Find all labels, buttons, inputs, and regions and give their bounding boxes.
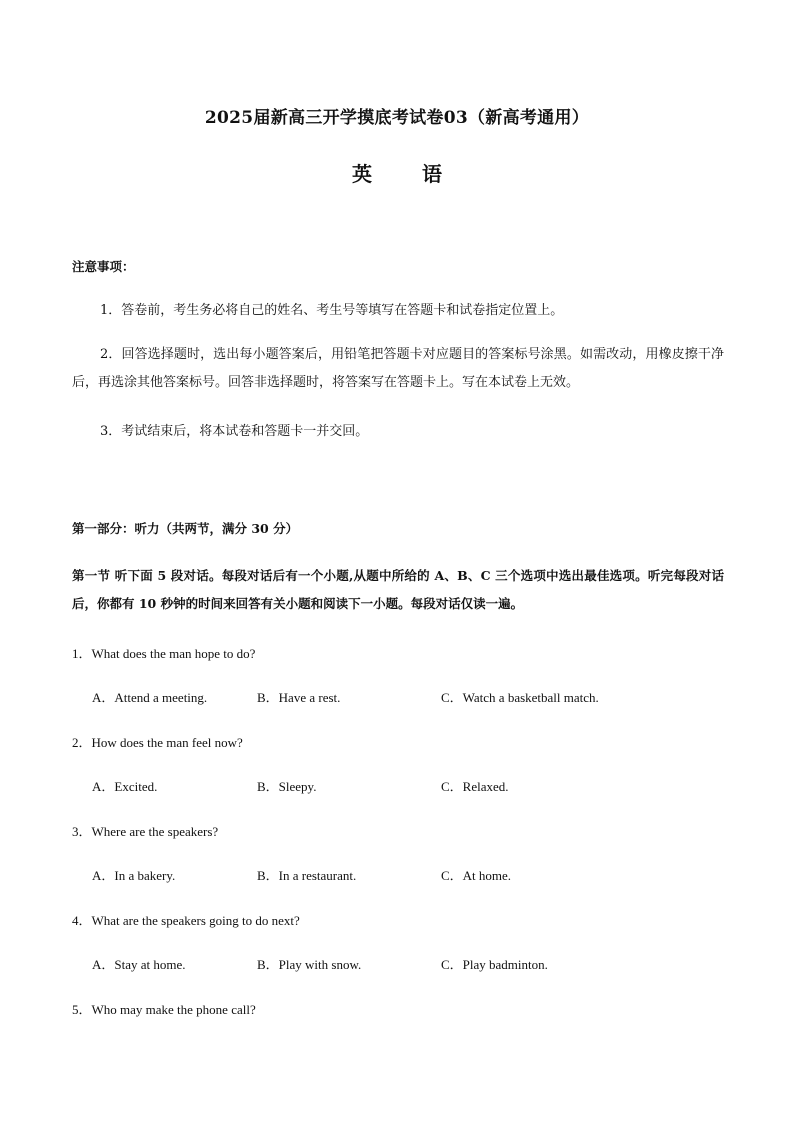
question-1-option-a: A．Attend a meeting. [92,690,208,705]
question-4-option-a: A．Stay at home. [92,957,186,972]
question-1-stem: 1．What does the man hope to do? [72,646,256,661]
notice-item-1: 1．答卷前，考生务必将自己的姓名、考生号等填写在答题卡和试卷指定位置上。 [100,303,564,318]
question-4-option-c: C．Play badminton. [441,957,548,972]
question-2-option-c: C．Relaxed. [441,779,509,794]
question-2-stem: 2．How does the man feel now? [72,735,243,750]
question-3-stem: 3．Where are the speakers? [72,824,219,839]
notice-item-2: 2．回答选择题时，选出每小题答案后，用铅笔把答题卡对应题目的答案标号涂黑。如需改动，用橡皮擦干净后，再选涂其他答案标号。回答非选择题时，将答案写在答题卡上。写在本试卷上无效。 [72,347,724,390]
notice-heading: 注意事项： [72,259,135,274]
section1-instructions: 第一节 听下面 5 段对话。每段对话后有一个小题,从题中所给的 A、B、C 三个选项中选出最佳选项。听完每段对话后，你都有 10 秒钟的时间来回答有关小题和阅读下一小题。每段对话仅读一遍。 [72,568,724,611]
question-3-option-b: B．In a restaurant. [257,868,357,883]
question-2-option-a: A．Excited. [92,779,158,794]
exam-title: 2025届新高三开学摸底考试卷03（新高考通用） [204,108,590,128]
question-3-option-a: A．In a bakery. [92,868,176,883]
notice-item-3: 3．考试结束后，将本试卷和答题卡一并交回。 [100,424,369,439]
subject-title: 英语 [352,162,492,186]
part1-heading: 第一部分：听力（共两节，满分 30 分） [72,521,299,536]
question-4-option-b: B．Play with snow. [257,957,362,972]
question-3-option-c: C．At home. [441,868,512,883]
question-5-stem: 5．Who may make the phone call? [72,1002,256,1017]
question-2-option-b: B．Sleepy. [257,779,317,794]
question-1-option-c: C．Watch a basketball match. [441,690,599,705]
question-1-option-b: B．Have a rest. [257,690,341,705]
question-4-stem: 4．What are the speakers going to do next? [72,913,300,928]
